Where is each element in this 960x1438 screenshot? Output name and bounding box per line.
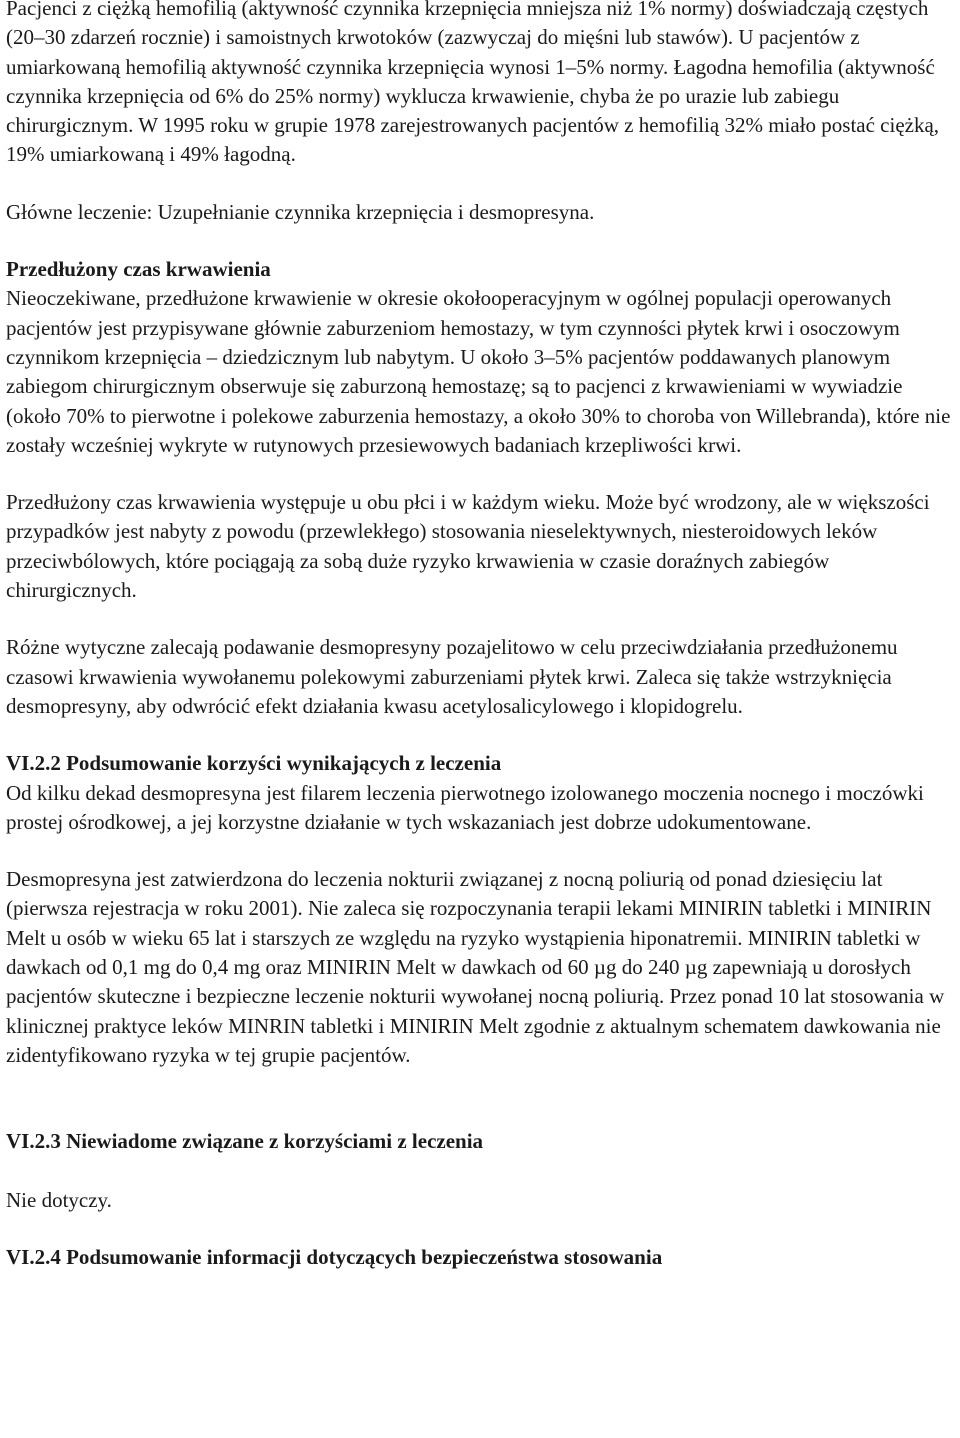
heading-section-622: VI.2.2 Podsumowanie korzyści wynikających z leczenia (6, 751, 502, 776)
heading-section-624: VI.2.4 Podsumowanie informacji dotyczących bezpieczeństwa stosowania (6, 1244, 663, 1269)
paragraph-guidelines: Różne wytyczne zalecają podawanie desmopresyny pozajelitowo w celu przeciwdziałania przedłużonemu czasowi krwawienia wywołanemu polekowymi zaburzeniami płytek krwi. Zaleca się także wstrzyknięcia desmopresyny, aby odwrócić efekt działania kwasu acetylosalicylowego i klopidogrelu. (6, 635, 898, 718)
paragraph-desmopressin-pillar: Od kilku dekad desmopresyna jest filarem leczenia pierwotnego izolowanego moczenia nocnego i moczówki prostej ośrodkowej, a jej korzystne działanie w tych wskazaniach jest dobrze udokumentowane. (6, 780, 924, 834)
heading-prolonged-bleeding: Przedłużony czas krwawienia (6, 257, 271, 282)
paragraph-hemophilia-severity: Pacjenci z ciężką hemofilią (aktywność czynnika krzepnięcia mniejsza niż 1% normy) doświadczają częstych (20–30 zdarzeń rocznie) i samoistnych krwotoków (zazwyczaj do mięśni lub stawów). U pacjentów z umiarkowaną hemofilią aktywność czynnika krzepnięcia wynosi 1–5% normy. Łagodna hemofilia (aktywność czynnika krzepnięcia od 6% do 25% normy) wyklucza krwawienie, chyba że po urazie lub zabiegu chirurgicznym. W 1995 roku w grupie 1978 zarejestrowanych pacjentów z hemofilią 32% miało postać ciężką, 19% umiarkowaną i 49% łagodną. (6, 0, 940, 167)
heading-section-623: VI.2.3 Niewiadome związane z korzyściami z leczenia (6, 1129, 484, 1154)
paragraph-nocturia-approval: Desmopresyna jest zatwierdzona do leczenia nokturii związanej z nocną poliurią od ponad dziesięciu lat (pierwsza rejestracja w roku 2001). Nie zaleca się rozpoczynania terapii lekami MINIRIN tabletki i MINIRIN Melt u osób w wieku 65 lat i starszych ze względu na ryzyko wystąpienia hiponatremii. MINIRIN tabletki w dawkach od 0,1 mg do 0,4 mg oraz MINIRIN Melt w dawkach od 60 µg do 240 µg zapewniają u dorosłych pacjentów skuteczne i bezpieczne leczenie nokturii wywołanej nocną poliurią. Przez ponad 10 lat stosowania w klinicznej praktyce leków MINRIN tabletki i MINIRIN Melt zgodnie z aktualnym schematem dawkowania nie zidentyfikowano ryzyka w tej grupie pacjentów. (6, 867, 945, 1067)
paragraph-not-applicable: Nie dotyczy. (6, 1187, 112, 1212)
paragraph-main-treatment: Główne leczenie: Uzupełnianie czynnika krzepnięcia i desmopresyna. (6, 199, 595, 224)
paragraph-perioperative-bleeding: Nieoczekiwane, przedłużone krwawienie w okresie okołooperacyjnym w ogólnej populacji operowanych pacjentów jest przypisywane głównie zaburzeniom hemostazy, w tym czynności płytek krwi i osoczowym czynnikom krzepnięcia – dziedzicznym lub nabytym. U około 3–5% pacjentów poddawanych planowym zabiegom chirurgicznym obserwuje się zaburzoną hemostazę; są to pacjenci z krwawieniami w wywiadzie (około 70% to pierwotne i polekowe zaburzenia hemostazy, a około 30% to choroba von Willebranda), które nie zostały wcześniej wykryte w rutynowych przesiewowych badaniach krzepliwości krwi. (6, 286, 951, 457)
paragraph-bleeding-occurrence: Przedłużony czas krwawienia występuje u obu płci i w każdym wieku. Może być wrodzony, ale w większości przypadków jest nabyty z powodu (przewlekłego) stosowania nieselektywnych, niesteroidowych leków przeciwbólowych, które pociągają za sobą duże ryzyko krwawienia w czasie doraźnych zabiegów chirurgicznych. (6, 490, 930, 603)
